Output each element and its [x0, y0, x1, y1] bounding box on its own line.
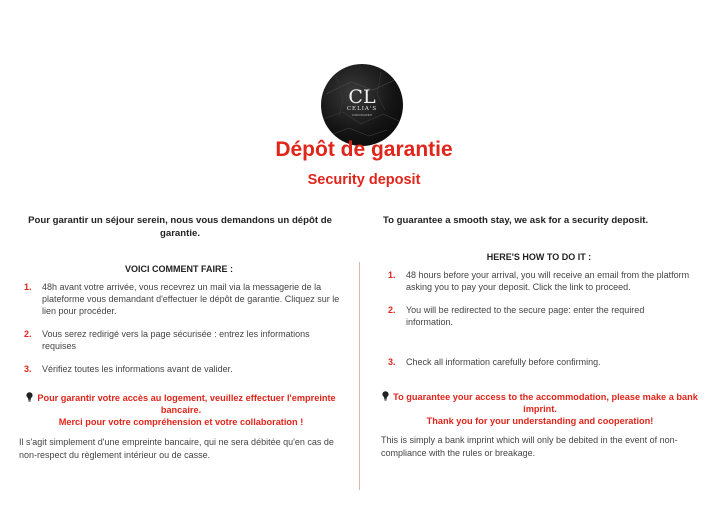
step-number: 2.: [24, 329, 32, 339]
intro-french: Pour garantir un séjour serein, nous vous demandons un dépôt de garantie.: [28, 215, 332, 239]
list-item: [388, 269, 693, 293]
notice-french: [22, 392, 340, 428]
step-number: 2.: [388, 305, 396, 315]
step-number: 3.: [388, 357, 396, 367]
howto-title-english: HERE'S HOW TO DO IT :: [486, 252, 592, 262]
notice-line1: To guarantee your access to the accommodation, please make a bank imprint.: [393, 392, 698, 414]
logo-brand-text: CELIA'S: [346, 106, 378, 112]
page-subtitle: Security deposit: [307, 172, 421, 188]
howto-title-french: VOICI COMMENT FAIRE :: [125, 264, 233, 274]
step-text: Vérifiez toutes les informations avant de valider.: [42, 364, 233, 374]
logo-tagline: CONCIERGERIE: [351, 114, 373, 117]
page-title: Dépôt de garantie: [275, 138, 453, 161]
marble-texture: [321, 64, 403, 146]
notice-line2: Merci pour votre compréhension et votre collaboration !: [58, 417, 304, 427]
step-text: Vous serez redirigé vers la page sécurisée : entrez les informations requises: [42, 329, 310, 351]
step-number: 1.: [388, 270, 396, 280]
intro-english: To guarantee a smooth stay, we ask for a security deposit.: [383, 215, 649, 226]
step-text: You will be redirected to the secure page: enter the required information.: [406, 305, 645, 327]
disclaimer-english: This is simply a bank imprint which will only be debited in the event of non-compliance with the rules or breakage.: [381, 435, 678, 458]
steps-list-french: [24, 281, 342, 375]
column-divider: [359, 262, 360, 490]
disclaimer-french: Il s'agit simplement d'une empreinte bancaire, qui ne sera débitée qu'en cas de non-respect du règlement intérieur ou de casse.: [19, 437, 334, 460]
step-text: 48h avant votre arrivée, vous recevrez un mail via la messagerie de la plateforme vous demandant d'effectuer le dépôt de garantie. Cliquez sur le lien pour procéder.: [42, 282, 340, 316]
notice-line1: Pour garantir votre accès au logement, veuillez effectuer l'empreinte bancaire.: [37, 393, 336, 415]
list-item: [388, 304, 693, 328]
step-text: 48 hours before your arrival, you will receive an email from the platform asking you to pay your deposit. Click the link to proceed.: [406, 270, 690, 292]
lightbulb-icon: [382, 391, 389, 401]
list-item: [24, 281, 342, 317]
notice-english: [378, 391, 702, 427]
step-number: 1.: [24, 282, 32, 292]
lightbulb-icon: [26, 392, 33, 402]
notice-line2: Thank you for your understanding and cooperation!: [426, 416, 654, 426]
brand-logo: [321, 64, 403, 146]
list-item: [24, 328, 342, 352]
step-number: 3.: [24, 364, 32, 374]
step-text: Check all information carefully before confirming.: [406, 357, 601, 367]
steps-list-english: [388, 269, 693, 368]
list-item: [24, 363, 342, 375]
logo-monogram: CL: [348, 86, 376, 108]
list-item: [388, 356, 693, 368]
